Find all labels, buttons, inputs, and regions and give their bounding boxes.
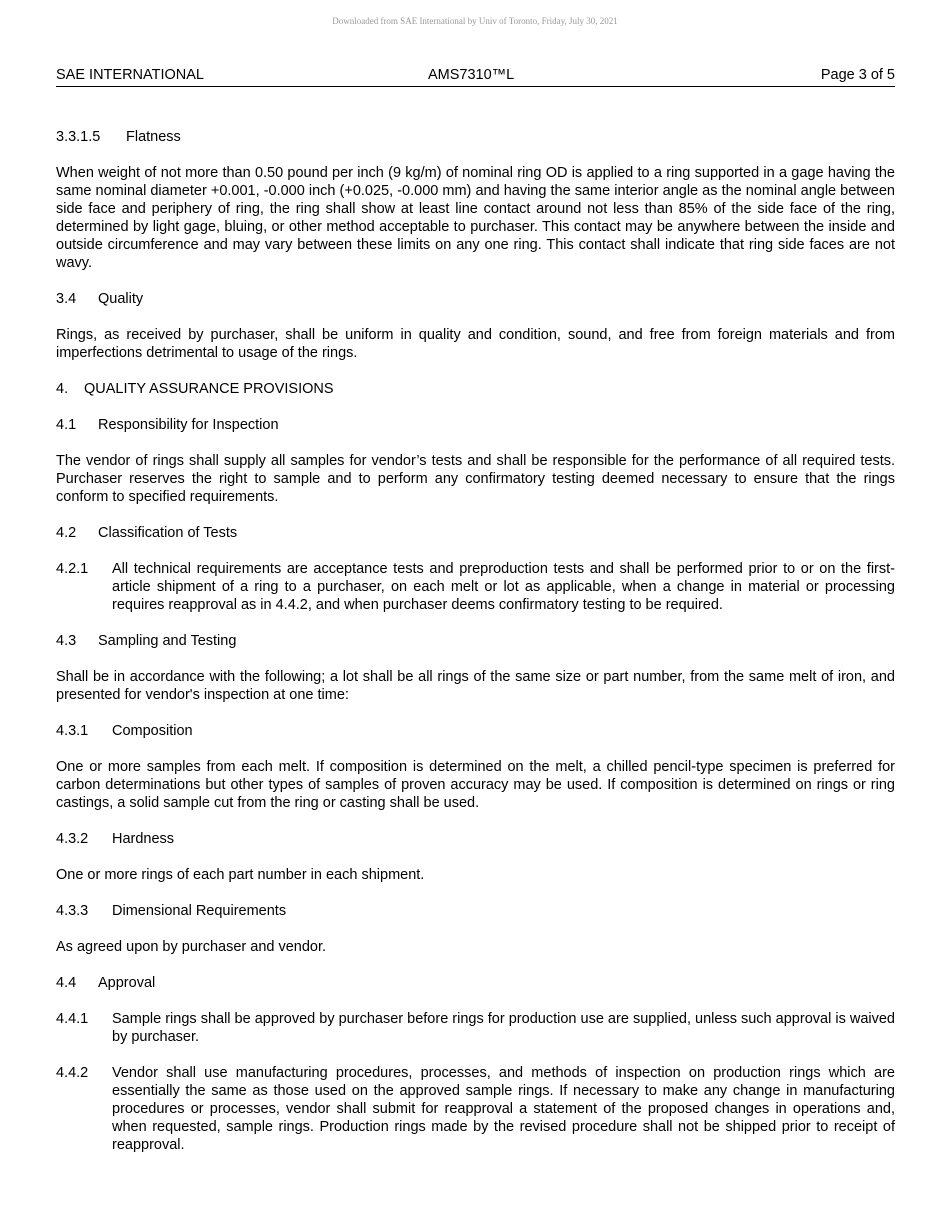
section-title: Quality bbox=[98, 291, 144, 307]
section-number: 4.4.2 bbox=[56, 1065, 89, 1081]
section-title: Composition bbox=[112, 723, 193, 739]
section-number: 4.4.1 bbox=[56, 1011, 89, 1027]
section-body-4-3-2: One or more rings of each part number in each shipment. bbox=[56, 867, 425, 883]
section-heading-3-4 bbox=[56, 290, 895, 308]
section-number: 4.3 bbox=[56, 633, 77, 649]
section-title: Dimensional Requirements bbox=[112, 903, 287, 919]
section-title: Responsibility for Inspection bbox=[98, 417, 279, 433]
section-number: 4.3.2 bbox=[56, 831, 89, 847]
section-body-4-1: The vendor of rings shall supply all samples for vendor’s tests and shall be responsible for the performance of all required tests. Purchaser reserves the right to sample and to perform any confirmatory testing deemed necessary to ensure that the rings conform to specified requirements. bbox=[56, 453, 895, 505]
section-number: 4.3.1 bbox=[56, 723, 89, 739]
section-4-2-1 bbox=[56, 560, 895, 614]
section-body-4-3: Shall be in accordance with the following; a lot shall be all rings of the same size or part number, from the same melt of iron, and presented for vendor's inspection at one time: bbox=[56, 669, 895, 703]
section-heading-4-1 bbox=[56, 416, 895, 434]
section-heading-4-3-2 bbox=[56, 830, 895, 848]
section-4-4-2 bbox=[56, 1064, 895, 1154]
section-number: 3.4 bbox=[56, 291, 77, 307]
header-document-id: AMS7310™L bbox=[428, 67, 515, 83]
section-heading-3-3-1-5 bbox=[56, 128, 895, 146]
header-page-number: Page 3 of 5 bbox=[820, 67, 895, 83]
section-title: QUALITY ASSURANCE PROVISIONS bbox=[84, 381, 334, 397]
section-title: Hardness bbox=[112, 831, 175, 847]
document-body bbox=[56, 128, 895, 1172]
section-title: Flatness bbox=[126, 129, 181, 145]
section-number: 3.3.1.5 bbox=[56, 129, 101, 145]
section-title: Classification of Tests bbox=[98, 525, 238, 541]
section-body-4-3-1: One or more samples from each melt. If composition is determined on the melt, a chilled pencil-type specimen is preferred for carbon determinations but other types of samples of proven accuracy may be used. If composition is determined on rings or ring castings, a solid sample cut from the ring or casting shall be used. bbox=[56, 759, 895, 811]
section-number: 4.2 bbox=[56, 525, 77, 541]
download-watermark: Downloaded from SAE International by Univ of Toronto, Friday, July 30, 2021 bbox=[332, 16, 618, 26]
section-heading-4-3-3 bbox=[56, 902, 895, 920]
section-number: 4. bbox=[56, 381, 69, 397]
section-4-4-1 bbox=[56, 1010, 895, 1046]
section-number: 4.2.1 bbox=[56, 561, 89, 577]
section-number: 4.3.3 bbox=[56, 903, 89, 919]
section-title: Sampling and Testing bbox=[98, 633, 237, 649]
section-body-4-3-3: As agreed upon by purchaser and vendor. bbox=[56, 939, 327, 955]
section-heading-4-3-1 bbox=[56, 722, 895, 740]
section-heading-4-2 bbox=[56, 524, 895, 542]
page-header bbox=[56, 66, 895, 87]
section-body-3-4: Rings, as received by purchaser, shall be uniform in quality and condition, sound, and free from foreign materials and from imperfections detrimental to usage of the rings. bbox=[56, 327, 895, 361]
section-body: All technical requirements are acceptance tests and preproduction tests and shall be performed prior to or on the first-article shipment of a ring to a purchaser, on each melt or lot as applicable, when a change in material or processing requires reapproval as in 4.4.2, and when purchaser deems confirmatory testing to be required. bbox=[112, 561, 895, 613]
section-title: Approval bbox=[98, 975, 156, 991]
section-heading-4-3 bbox=[56, 632, 895, 650]
section-heading-4 bbox=[56, 380, 895, 398]
section-body-3-3-1-5: When weight of not more than 0.50 pound per inch (9 kg/m) of nominal ring OD is applied to a ring supported in a gage having the same nominal diameter +0.001, -0.000 inch (+0.025, -0.000 mm) and having the same interior angle as the nominal angle between side face and periphery of ring, the ring shall show at least line contact around not less than 85% of the side face of the ring, determined by light gage, bluing, or other method acceptable to purchaser. This contact may be anywhere between the inside and outside circumference and may vary between these limits on any one ring. This contact shall indicate that ring side faces are not wavy. bbox=[56, 165, 895, 271]
section-heading-4-4 bbox=[56, 974, 895, 992]
header-organization: SAE INTERNATIONAL bbox=[56, 67, 204, 83]
section-number: 4.1 bbox=[56, 417, 77, 433]
section-body: Vendor shall use manufacturing procedures, processes, and methods of inspection on production rings which are essentially the same as those used on the approved sample rings. If necessary to make any change in manufacturing procedures or processes, vendor shall submit for reapproval a statement of the proposed changes in operations and, when requested, sample rings. Production rings made by the revised procedure shall not be shipped prior to receipt of reapproval. bbox=[112, 1065, 895, 1153]
section-body: Sample rings shall be approved by purchaser before rings for production use are supplied, unless such approval is waived by purchaser. bbox=[112, 1011, 895, 1045]
section-number: 4.4 bbox=[56, 975, 77, 991]
